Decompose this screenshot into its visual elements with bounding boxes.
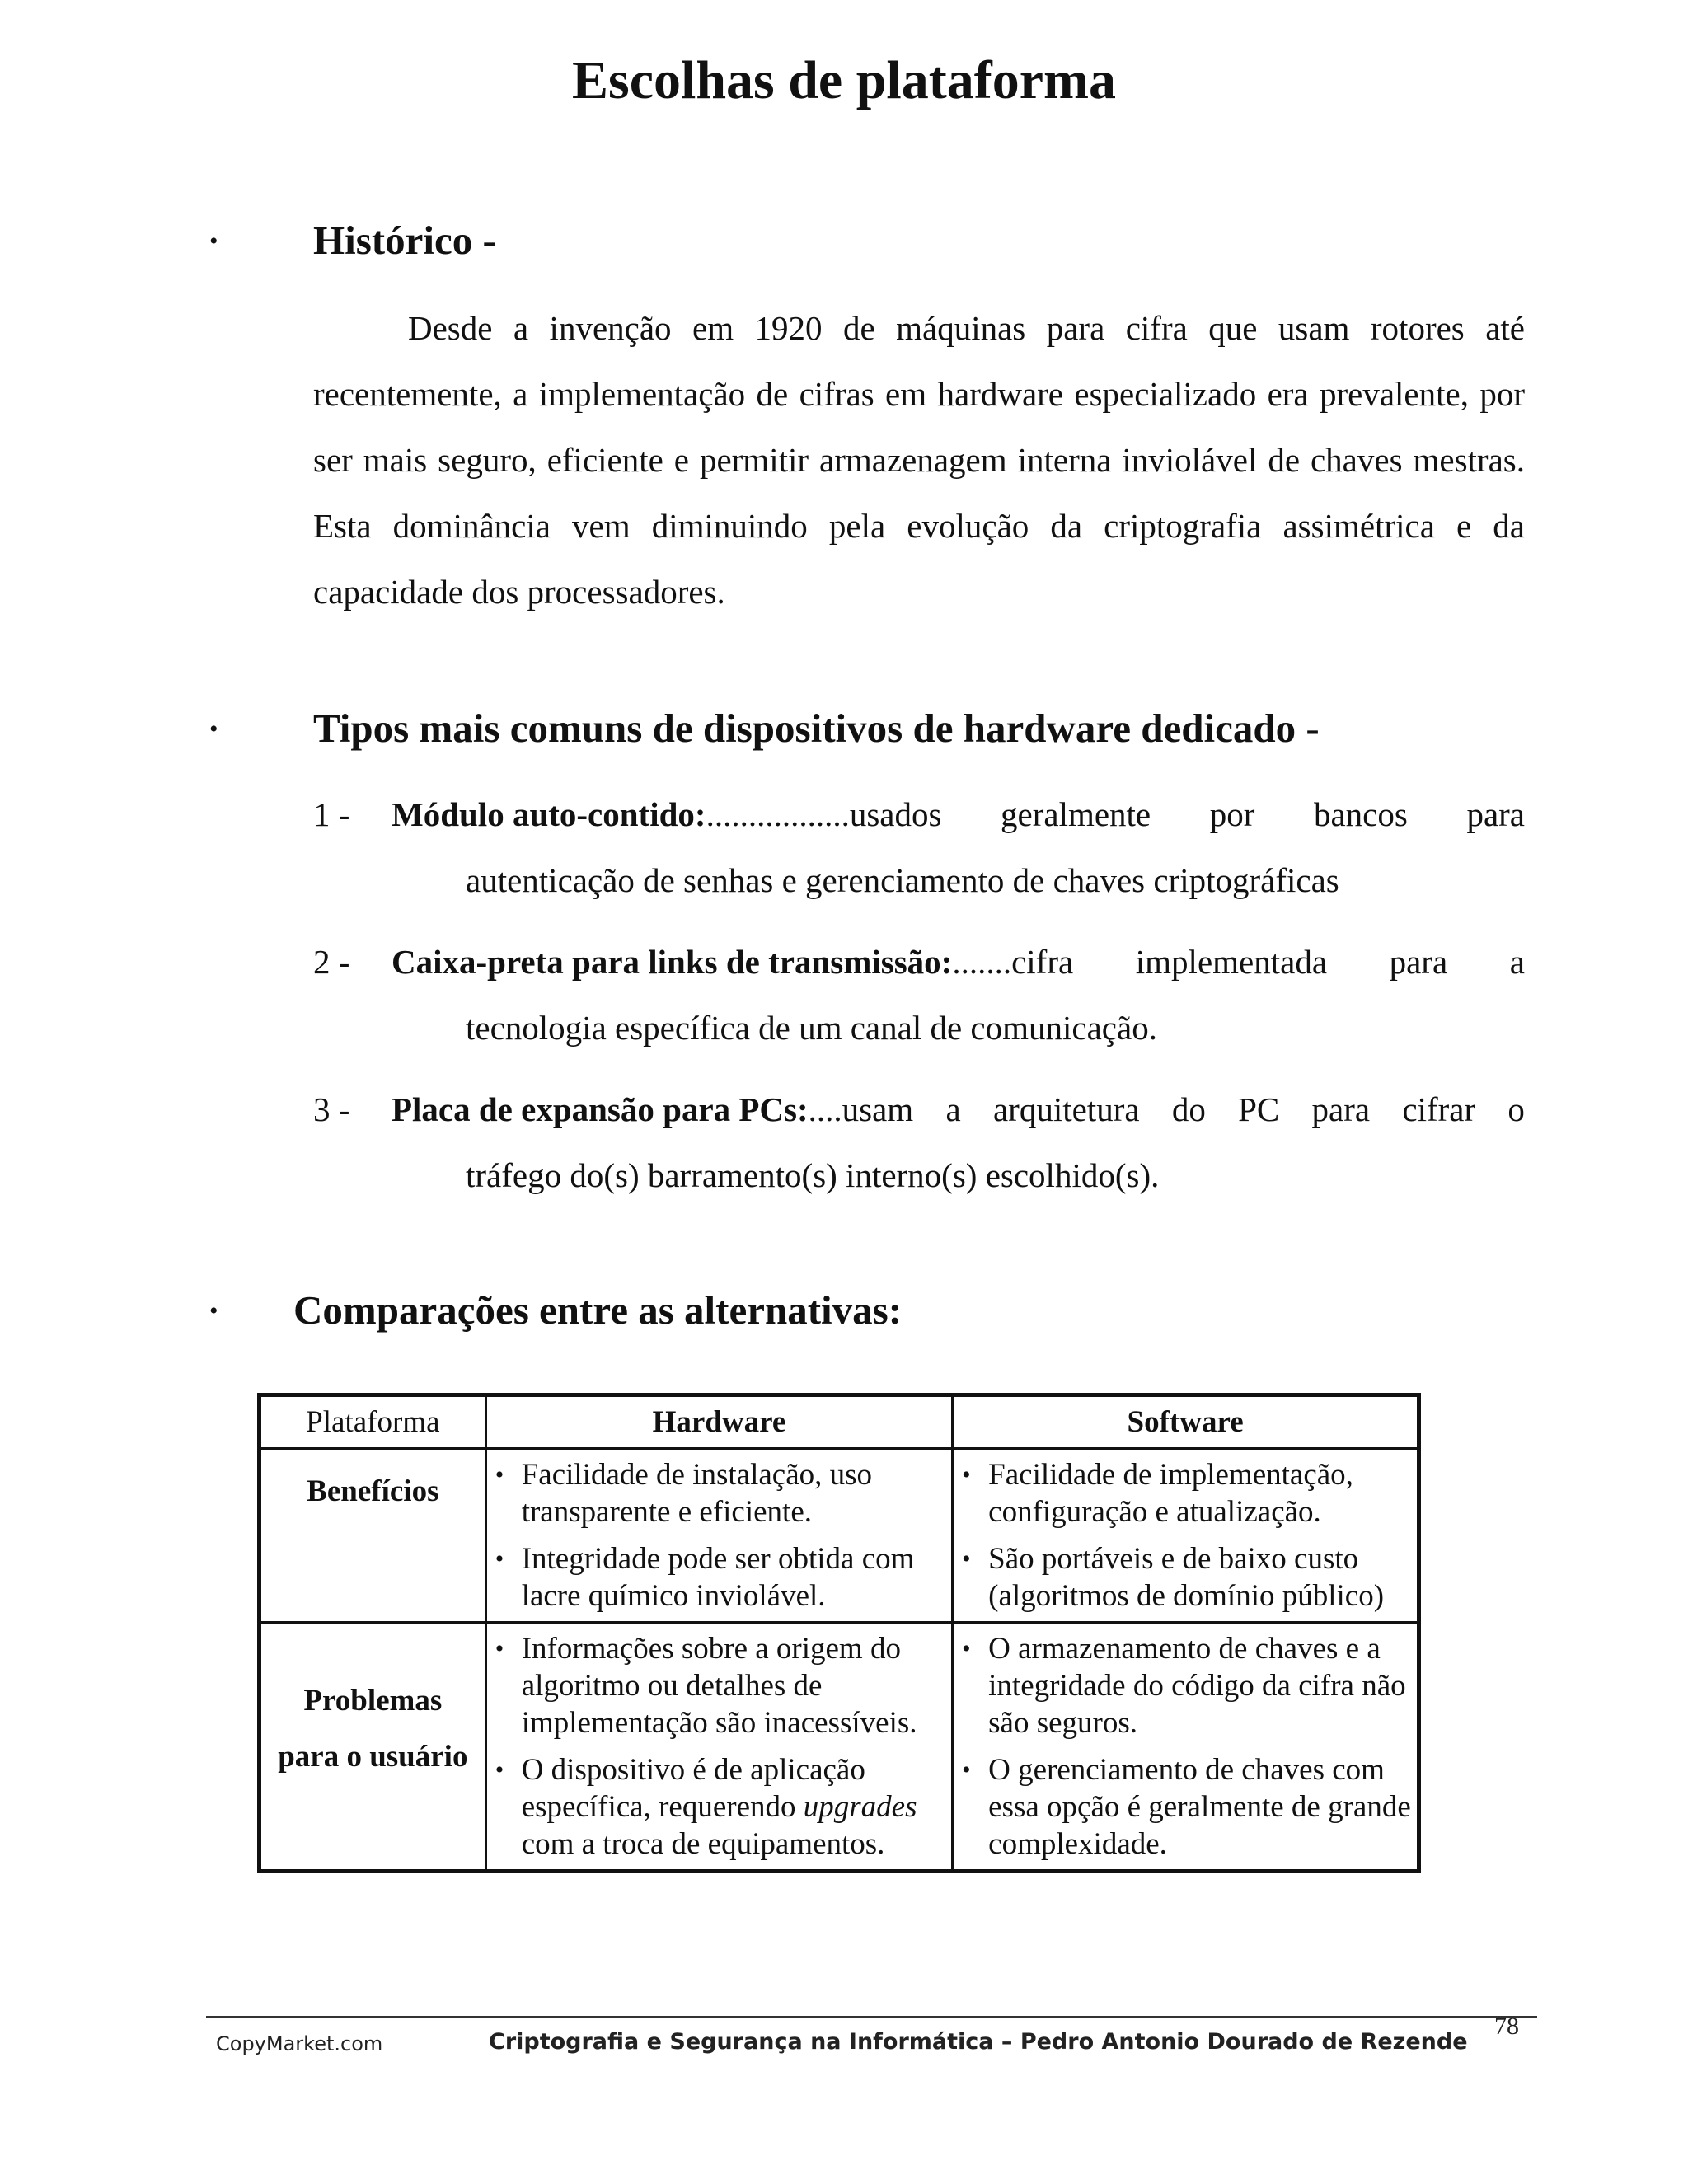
comparison-table [257,1393,1421,1873]
cell-list [959,1456,1412,1615]
row-label-beneficios: Benefícios [260,1449,486,1623]
list-item [959,1630,1412,1741]
list-label: Módulo auto-contido: [392,795,706,833]
list-item [492,1630,946,1741]
list-word: bancos [1313,795,1408,833]
list-word: cifrar [1402,1090,1476,1128]
cell-list [492,1456,946,1615]
list-first-line-words [1011,929,1525,995]
bullet-historico: • [209,227,218,255]
paragraph-historico: Desde a invenção em 1920 de máquinas para cifra que usam rotores até recentemente, a implementação de cifras em hardware especializado era prevalente, por ser mais seguro, eficiente e permitir armazenagem interna inviolável de chaves mestras. Esta dominância vem diminuindo pela evolução da criptografia assimétrica e da capacidade dos processadores. [313,309,1525,611]
cell-software-problemas [953,1623,1419,1872]
list-word: para [1389,943,1448,981]
list-word: PC [1238,1090,1280,1128]
cell-list [959,1630,1412,1863]
header-hardware: Hardware [485,1395,952,1449]
header-software: Software [953,1395,1419,1449]
cell-text: O armazenamento de chaves e a integridade do código da cifra não são seguros. [988,1632,1406,1740]
bullet-dot: • [495,1461,504,1488]
heading-tipos: Tipos mais comuns de dispositivos de hardware dedicado - [313,705,1320,751]
list-word: do [1171,1090,1206,1128]
list-word: para [1466,795,1525,833]
list-leader-dots: .... [808,1090,842,1128]
cell-text: Integridade pode ser obtida com lacre químico inviolável. [521,1542,915,1613]
list-label: Caixa-preta para links de transmissão: [392,943,953,981]
list-first-line-words [842,1076,1525,1142]
list-word: a [1509,943,1525,981]
bullet-dot: • [962,1461,971,1488]
list-word: por [1209,795,1255,833]
table-header-row [260,1395,1419,1449]
cell-text: São portáveis e de baixo custo (algoritmos de domínio público) [988,1542,1385,1613]
list-item-3 [313,1076,1525,1208]
list-word: para [1311,1090,1371,1128]
list-item [959,1540,1412,1615]
cell-software-beneficios [953,1449,1419,1623]
list-number: 1 - [313,795,350,833]
list-leader-dots: ....... [952,943,1012,981]
bullet-dot: • [962,1545,971,1572]
cell-list [492,1630,946,1863]
list-number: 2 - [313,943,350,981]
page-title: Escolhas de plataforma [572,50,1116,110]
list-word: usados [849,795,942,833]
list-label: Placa de expansão para PCs: [392,1090,809,1128]
cell-text: Informações sobre a origem do algoritmo ou detalhes de implementação são inacessíveis. [521,1632,917,1740]
bullet-tipos: • [209,715,218,743]
list-item-1 [313,781,1525,913]
header-plataforma: Plataforma [260,1395,486,1449]
heading-historico: Histórico - [313,218,496,263]
bullet-dot: • [962,1756,971,1783]
row-label-line: Problemas [303,1684,443,1718]
list-item [492,1456,946,1530]
list-word: o [1507,1090,1525,1128]
list-continuation: tráfego do(s) barramento(s) interno(s) escolhido(s). [466,1156,1160,1194]
list-item [959,1751,1412,1863]
footer-book-title: Criptografia e Segurança na Informática – Pedro Antonio Dourado de Rezende [489,2029,1468,2055]
list-word: a [945,1090,961,1128]
list-leader-dots: ................. [706,795,850,833]
table-row-beneficios [260,1449,1419,1623]
list-item [959,1456,1412,1530]
cell-text: O gerenciamento de chaves com essa opção é geralmente de grande complexidade. [988,1753,1411,1861]
list-continuation: autenticação de senhas e gerenciamento de chaves criptográficas [466,861,1339,899]
cell-text: Facilidade de instalação, uso transparente e eficiente. [521,1458,873,1529]
list-number: 3 - [313,1090,350,1128]
list-item [492,1540,946,1615]
cell-text-before: O dispositivo é de aplicação específica, requerendo [521,1753,865,1824]
list-first-line-words [850,781,1525,847]
list-word: arquitetura [992,1090,1140,1128]
page-number: 78 [1494,2013,1519,2040]
heading-comparacoes: Comparações entre as alternativas: [293,1287,903,1333]
footer-divider [206,2016,1537,2018]
table-row-problemas [260,1623,1419,1872]
bullet-comparacoes: • [209,1297,218,1324]
list-word: implementada [1135,943,1328,981]
cell-hardware-beneficios [485,1449,952,1623]
cell-text: Facilidade de implementação, configuração e atualização. [988,1458,1353,1529]
footer-site: CopyMarket.com [216,2032,383,2055]
bullet-dot: • [962,1635,971,1662]
row-label-line: para o usuário [278,1740,468,1774]
cell-hardware-problemas [485,1623,952,1872]
row-label-problemas [260,1623,486,1872]
bullet-dot: • [495,1756,504,1783]
list-continuation: tecnologia específica de um canal de comunicação. [466,1009,1157,1047]
list-word: geralmente [1001,795,1151,833]
list-item [492,1751,946,1863]
cell-text-after: com a troca de equipamentos. [521,1827,885,1861]
bullet-dot: • [495,1545,504,1572]
bullet-dot: • [495,1635,504,1662]
list-item-2 [313,929,1525,1061]
list-word: usam [842,1090,914,1128]
cell-text-italic: upgrades [803,1790,917,1824]
list-word: cifra [1011,943,1074,981]
